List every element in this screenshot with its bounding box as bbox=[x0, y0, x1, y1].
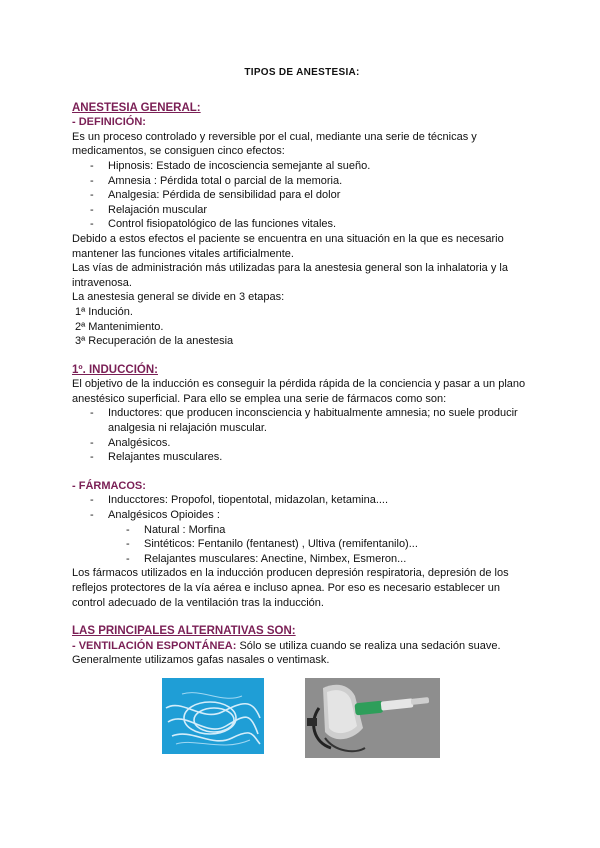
stage-item: 2ª Mantenimiento. bbox=[75, 320, 164, 333]
list-item: - Relajantes musculares: Anectine, Nimbex, Esmeron... bbox=[126, 552, 532, 567]
farmacos-heading: - FÁRMACOS: bbox=[72, 479, 146, 492]
list-item: - Analgésicos Opioides : bbox=[90, 508, 532, 523]
stage-item: 1ª Indución. bbox=[75, 305, 133, 318]
nasal-cannula-image bbox=[162, 678, 264, 754]
paragraph: La anestesia general se divide en 3 etapas: bbox=[72, 291, 285, 304]
list-item: - Analgesia: Pérdida de sensibilidad para el dolor bbox=[90, 188, 532, 203]
ventilation-label: - VENTILACIÓN ESPONTÁNEA: bbox=[72, 639, 237, 652]
paragraph: Las vías de administración más utilizadas para la anestesia general son la inhalatoria y la intravenosa. bbox=[72, 262, 508, 289]
effects-list bbox=[90, 159, 532, 232]
list-item: - Relajación muscular bbox=[90, 203, 532, 218]
list-item: - Control fisiopatológico de las funciones vitales. bbox=[90, 217, 532, 232]
document-page bbox=[72, 66, 532, 668]
list-item: - Analgésicos. bbox=[90, 436, 532, 451]
definition-heading: - DEFINICIÓN: bbox=[72, 116, 146, 129]
section-heading-general: ANESTESIA GENERAL: bbox=[72, 101, 201, 114]
opioides-sublist bbox=[126, 523, 532, 567]
paragraph: El objetivo de la inducción es conseguir la pérdida rápida de la conciencia y pasar a un plano anestésico superficial. Para ello se emplea una serie de fármacos como son: bbox=[72, 378, 526, 405]
list-item: - Sintéticos: Fentanilo (fentanest) , Ultiva (remifentanilo)... bbox=[126, 537, 532, 552]
list-item: - Hipnosis: Estado de incosciencia semejante al sueño. bbox=[90, 159, 532, 174]
section-heading-alternativas: LAS PRINCIPALES ALTERNATIVAS SON: bbox=[72, 625, 296, 638]
list-item: - Amnesia : Pérdida total o parcial de la memoria. bbox=[90, 174, 532, 189]
list-item: - Inducctores: Propofol, tiopentotal, midazolan, ketamina.... bbox=[90, 493, 532, 508]
list-item: - Relajantes musculares. bbox=[90, 450, 532, 465]
section-heading-induccion: 1º. INDUCCIÓN: bbox=[72, 363, 158, 376]
paragraph: Generalmente utilizamos gafas nasales o ventimask. bbox=[72, 654, 330, 667]
paragraph: Debido a estos efectos el paciente se encuentra en una situación en la que es necesario mantener las funciones vitales artificialmente. bbox=[72, 232, 504, 260]
paragraph: Los fármacos utilizados en la inducción producen depresión respiratoria, depresión de los reflejos protectores de la vía aérea e incluso apnea. Por eso es necesario establecer un control adecuado de la ventilación tras la inducción. bbox=[72, 567, 509, 609]
stage-item: 3ª Recuperación de la anestesia bbox=[75, 335, 234, 348]
page-title: TIPOS DE ANESTESIA: bbox=[244, 67, 360, 78]
ventilation-text: Sólo se utiliza cuando se realiza una sedación suave. bbox=[236, 639, 501, 652]
farmacos-list bbox=[90, 493, 532, 522]
definition-text: Es un proceso controlado y reversible por el cual, mediante una serie de técnicas y medicamentos, se consiguen cinco efectos: bbox=[72, 130, 477, 158]
ventilation-paragraph bbox=[72, 639, 532, 654]
ventimask-image bbox=[305, 678, 440, 758]
images-row bbox=[162, 678, 440, 758]
list-item: - Inductores: que producen inconsciencia y habitualmente amnesia; no suele producir analgesia ni relajación muscular. bbox=[90, 406, 532, 435]
list-item: - Natural : Morfina bbox=[126, 523, 532, 538]
induction-list bbox=[90, 406, 532, 464]
